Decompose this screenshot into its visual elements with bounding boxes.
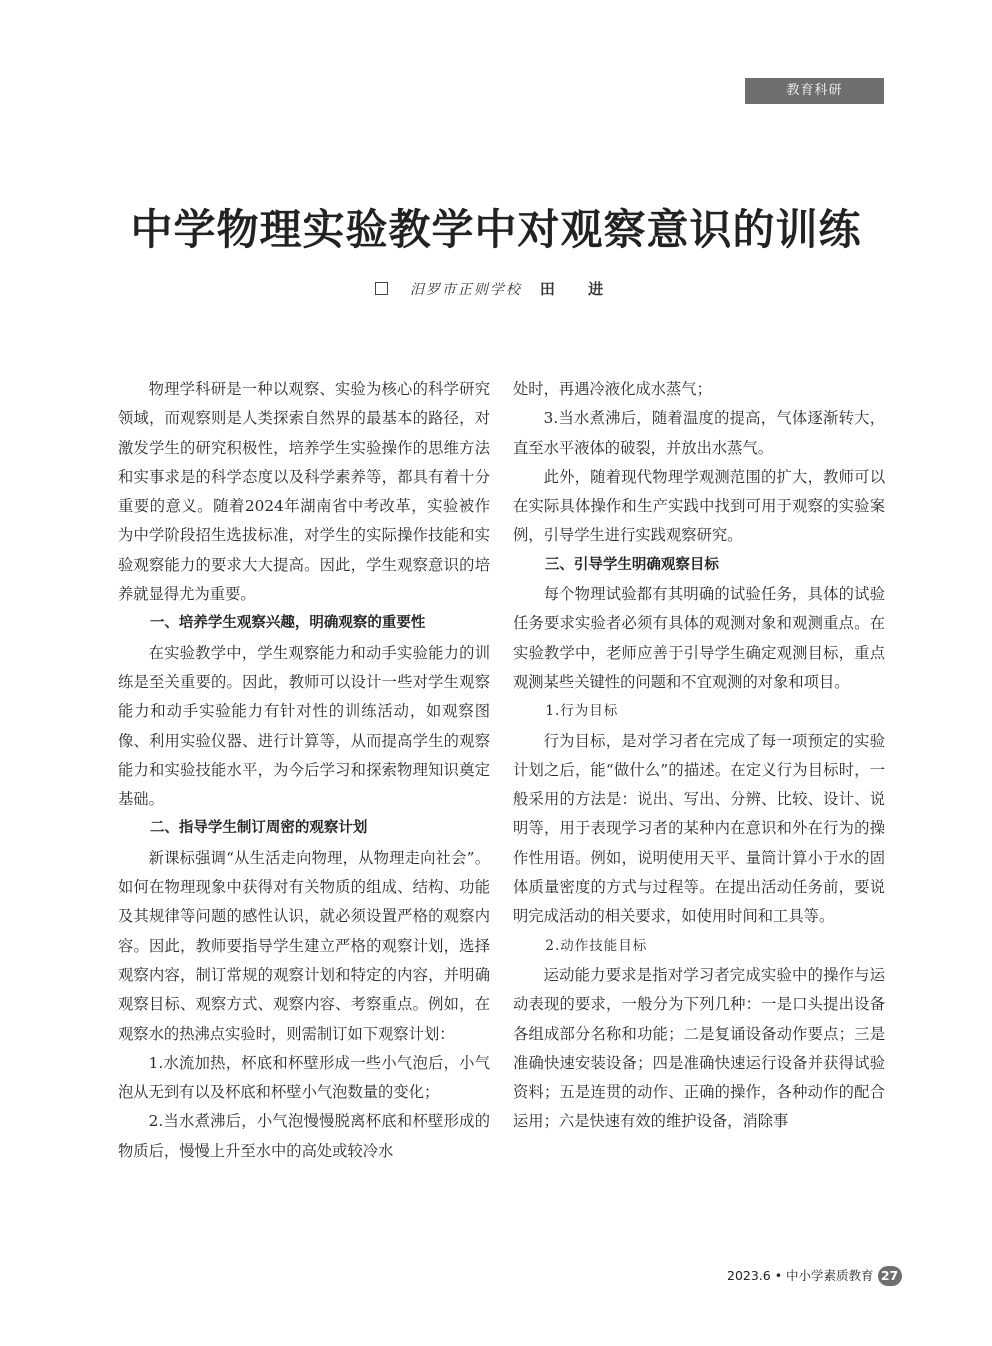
right-column xyxy=(513,375,885,1137)
page-footer xyxy=(727,1266,902,1286)
column-tag: 教育科研 xyxy=(745,78,884,104)
author-school: 汨罗市正则学校 xyxy=(409,282,522,298)
page-number: 27 xyxy=(878,1266,902,1286)
left-column xyxy=(118,375,490,1166)
paragraph: 2.当水煮沸后，小气泡慢慢脱离杯底和杯壁形成的物质后，慢慢上升至水中的高处或较冷水 xyxy=(118,1112,490,1160)
section-heading: 三、引导学生明确观察目标 xyxy=(544,556,719,573)
paragraph: 运动能力要求是指对学习者完成实验中的操作与运动表现的要求，一般分为下列几种：一是口头提出设备各组成部分名称和功能；二是复诵设备动作要点；三是准确快速安装设备；四是准确快速运行设备并获得试验资料；五是连贯的动作、正确的操作，各种动作的配合运用；六是快速有效的维护设备，消除事 xyxy=(513,965,885,1131)
section-heading: 一、培养学生观察兴趣，明确观察的重要性 xyxy=(149,615,426,632)
paragraph: 3.当水煮沸后，随着温度的提高，气体逐渐转大，直至水平液体的破裂，并放出水蒸气。 xyxy=(513,409,885,457)
subsection-heading: 1.行为目标 xyxy=(545,703,619,720)
paragraph: 新课标强调“从生活走向物理，从物理走向社会”。如何在物理现象中获得对有关物质的组成、结构、功能及其规律等问题的感性认识，就必须设置严格的观察内容。因此，教师要指导学生建立严格的观察计划，选择观察内容，制订常规的观察计划和特定的内容，并明确观察目标、观察方式、观察内容、考察重点。例如，在观察水的热沸点实验时，则需制订如下观察计划： xyxy=(118,848,490,1043)
paragraph: 物理学科研是一种以观察、实验为核心的科学研究领域，而观察则是人类探索自然界的最基本的路径，对激发学生的研究积极性，培养学生实验操作的思维方法和实事求是的科学态度以及科学素养等，都具有着十分重要的意义。随着2024年湖南省中考改革，实验被作为中学阶段招生选拔标准，对学生的实际操作技能和实验观察能力的要求大大提高。因此，学生观察意识的培养就显得尤为重要。 xyxy=(118,380,490,604)
paragraph: 每个物理试验都有其明确的试验任务，具体的试验任务要求实验者必须有具体的观测对象和观测重点。在实验教学中，老师应善于引导学生确定观测目标，重点观测某些关键性的问题和不宜观测的对象和项目。 xyxy=(513,585,885,691)
subsection-heading: 2.动作技能目标 xyxy=(545,937,648,954)
paragraph: 行为目标，是对学习者在完成了每一项预定的实验计划之后，能“做什么”的描述。在定义行为目标时，一般采用的方法是：说出、写出、分辨、比较、设计、说明等，用于表现学习者的某种内在意识和外在行为的操作性用语。例如，说明使用天平、量筒计算小于水的固体质量密度的方式与过程等。在提出活动任务前，要说明完成活动的相关要求，如使用时间和工具等。 xyxy=(513,731,885,926)
byline xyxy=(0,278,992,301)
paragraph-continued: 处时，再遇冷液化成水蒸气； xyxy=(513,380,712,398)
section-heading: 二、指导学生制订周密的观察计划 xyxy=(149,820,368,837)
paragraph: 此外，随着现代物理学观测范围的扩大，教师可以在实际具体操作和生产实践中找到可用于观察的实验案例，引导学生进行实践观察研究。 xyxy=(513,467,885,545)
journal-issue: 2023.6 • 中小学素质教育 xyxy=(727,1268,874,1283)
article-title: 中学物理实验教学中对观察意识的训练 xyxy=(130,205,862,254)
paragraph: 在实验教学中，学生观察能力和动手实验能力的训练是至关重要的。因此，教师可以设计一些对学生观察能力和动手实验能力有针对性的训练活动，如观察图像、利用实验仪器、进行计算等，从而提高学生的观察能力和实验技能水平，为今后学习和探索物理知识奠定基础。 xyxy=(118,643,490,809)
author-name: 田 进 xyxy=(539,280,618,298)
paragraph: 1.水流加热，杯底和杯壁形成一些小气泡后，小气泡从无到有以及杯底和杯壁小气泡数量的变化； xyxy=(118,1053,490,1102)
byline-box-icon xyxy=(375,282,388,295)
